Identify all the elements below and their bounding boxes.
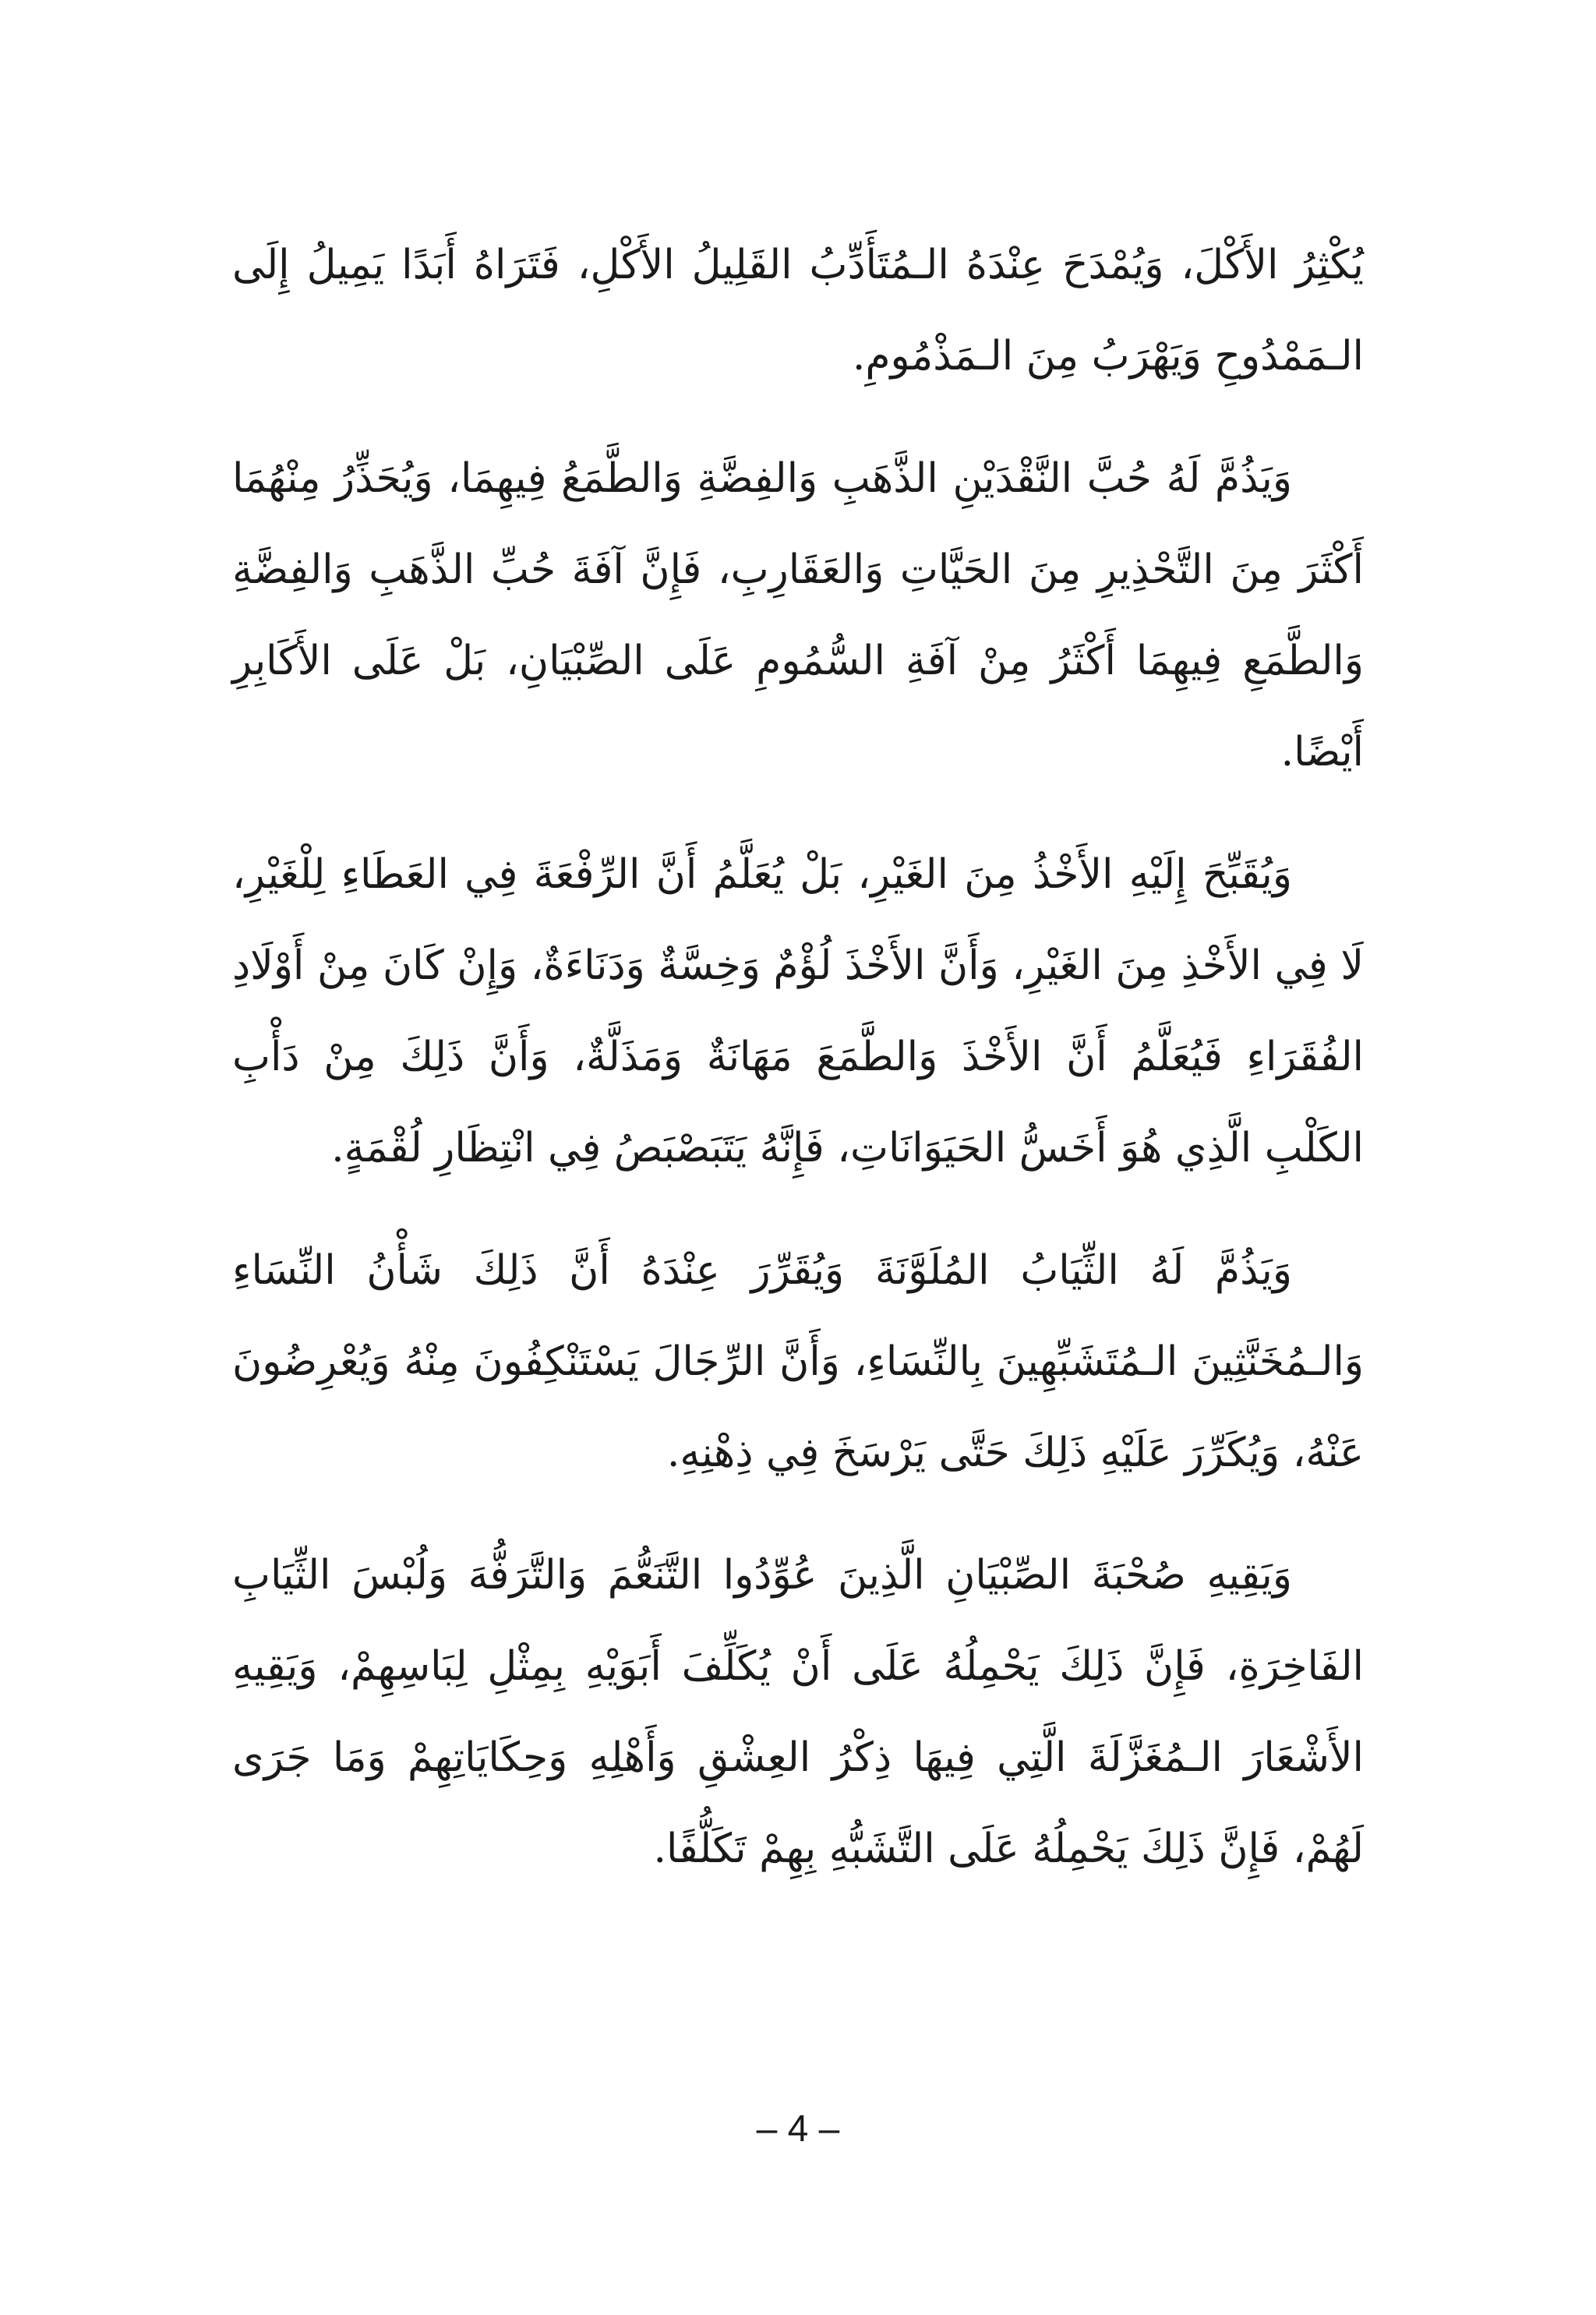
paragraph-4: وَيَذُمَّ لَهُ الثِّيَابُ المُلَوَّنَةَ وَيُقَرِّرَ عِنْدَهُ أَنَّ ذَلِكَ شَأْنُ النِّسَاءِ وَالـمُخَنَّثِينَ الـمُتَشَبِّهِينَ بِالنِّسَاءِ، وَأَنَّ الرِّجَالَ يَسْتَنْكِفُونَ مِنْهُ وَيُعْرِضُونَ عَنْهُ، وَيُكَرِّرَ عَلَيْهِ ذَلِكَ حَتَّى يَرْسَخَ فِي ذِهْنِهِ. (232, 1247, 1364, 1476)
page-number: – 4 – (756, 2108, 840, 2150)
paragraph-2: وَيَذُمَّ لَهُ حُبَّ النَّقْدَيْنِ الذَّهَبِ وَالفِضَّةِ وَالطَّمَعُ فِيهِمَا، وَيُحَذِّرُ مِنْهُمَا أَكْثَرَ مِنَ التَّحْذِيرِ مِنَ الحَيَّاتِ وَالعَقَارِبِ، فَإِنَّ آفَةَ حُبِّ الذَّهَبِ وَالفِضَّةِ وَالطَّمَعِ فِيهِمَا أَكْثَرُ مِنْ آفَةِ السُّمُومِ عَلَى الصِّبْيَانِ، بَلْ عَلَى الأَكَابِرِ أَيْضًا. (232, 455, 1364, 776)
paragraph-1: يُكْثِرُ الأَكْلَ، وَيُمْدَحَ عِنْدَهُ الـمُتَأَدِّبُ القَلِيلُ الأَكْلِ، فَتَرَاهُ أَبَدًا يَمِيلُ إِلَى الـمَمْدُوحِ وَيَهْرَبُ مِنَ الـمَذْمُومِ. (232, 242, 1364, 380)
body-text (232, 220, 1364, 1926)
paragraph-5: وَيَقِيهِ صُحْبَةَ الصِّبْيَانِ الَّذِينَ عُوِّدُوا التَّنَعُّمَ وَالتَّرَفُّهَ وَلُبْسَ الثِّيَابِ الفَاخِرَةِ، فَإِنَّ ذَلِكَ يَحْمِلُهُ عَلَى أَنْ يُكَلِّفَ أَبَوَيْهِ بِمِثْلِ لِبَاسِهِمْ، وَيَقِيهِ الأَشْعَارَ الـمُغَزَّلَةَ الَّتِي فِيهَا ذِكْرُ العِشْقِ وَأَهْلِهِ وَحِكَايَاتِهِمْ وَمَا جَرَى لَهُمْ، فَإِنَّ ذَلِكَ يَحْمِلُهُ عَلَى التَّشَبُّهِ بِهِمْ تَكَلُّفًا. (232, 1552, 1364, 1872)
paragraph-3: وَيُقَبِّحَ إِلَيْهِ الأَخْذُ مِنَ الغَيْرِ، بَلْ يُعَلَّمُ أَنَّ الرِّفْعَةَ فِي العَطَاءِ لِلْغَيْرِ، لَا فِي الأَخْذِ مِنَ الغَيْرِ، وَأَنَّ الأَخْذَ لُؤْمٌ وَخِسَّةٌ وَدَنَاءَةٌ، وَإِنْ كَانَ مِنْ أَوْلَادِ الفُقَرَاءِ فَيُعَلَّمُ أَنَّ الأَخْذَ وَالطَّمَعَ مَهَانَةٌ وَمَذَلَّةٌ، وَأَنَّ ذَلِكَ مِنْ دَأْبِ الكَلْبِ الَّذِي هُوَ أَخَسُّ الحَيَوَانَاتِ، فَإِنَّهُ يَتَبَصْبَصُ فِي انْتِظَارِ لُقْمَةٍ. (232, 851, 1364, 1172)
